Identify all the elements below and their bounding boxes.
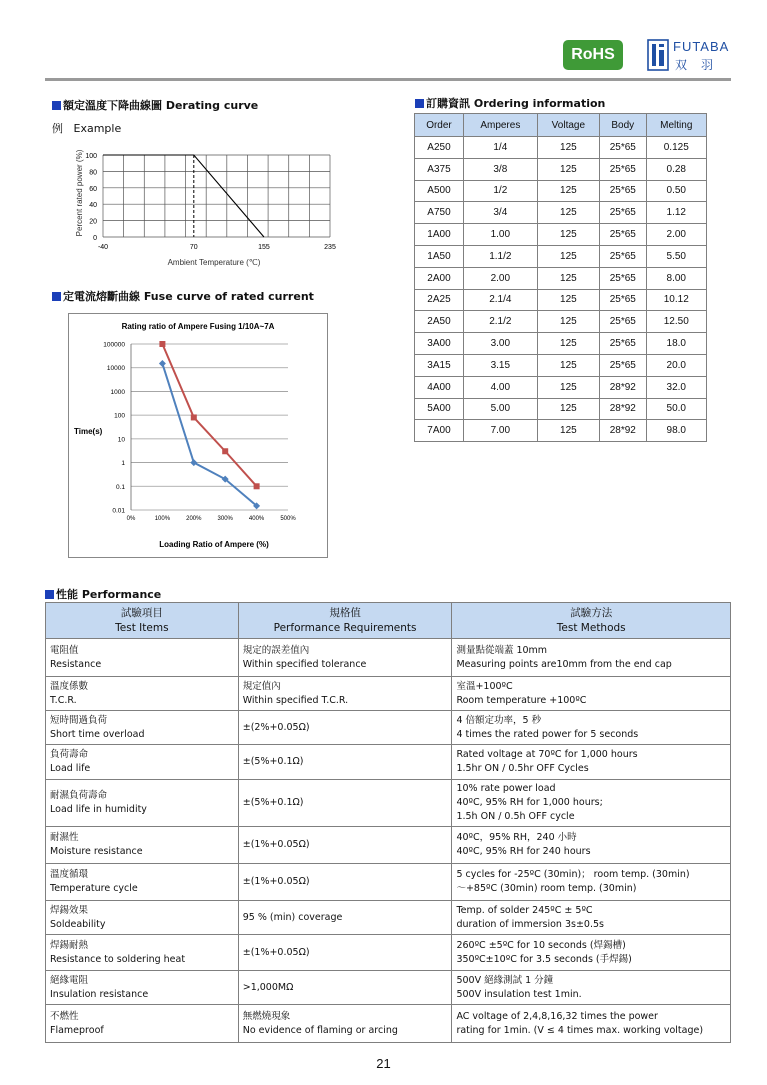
- table-cell: 5A00: [415, 398, 464, 420]
- table-cell: 125: [537, 158, 599, 180]
- cell-line: duration of immersion 3s±0.5s: [456, 918, 604, 930]
- derating-x-tick: 155: [258, 244, 270, 251]
- table-cell: 3.15: [463, 354, 537, 376]
- table-row: [46, 864, 731, 901]
- table-cell: 2A00: [415, 267, 464, 289]
- fuse-series-point: [159, 341, 165, 347]
- derating-chart: [70, 145, 370, 270]
- cell-line: Resistance: [50, 658, 102, 670]
- table-cell: 3A00: [415, 333, 464, 355]
- performance-col-header: [452, 603, 731, 639]
- table-cell: 28*92: [600, 420, 647, 442]
- header-cn: 試驗方法: [570, 606, 613, 619]
- table-row: [46, 639, 731, 677]
- table-row: [415, 202, 707, 224]
- derating-example: [52, 120, 121, 136]
- derating-title-en: Derating curve: [165, 99, 259, 112]
- perf-cell-req: [238, 745, 452, 780]
- performance-col-header: [46, 603, 239, 639]
- cell-line: Resistance to soldering heat: [50, 953, 186, 965]
- cell-line: Temp. of solder 245ºC ± 5ºC: [456, 904, 593, 916]
- cell-line: 95 % (min) coverage: [242, 911, 343, 923]
- perf-cell-method: [452, 711, 731, 745]
- table-row: [415, 354, 707, 376]
- perf-cell-req: [238, 935, 452, 971]
- cell-line: 絕緣電阻: [50, 974, 89, 986]
- performance-title: [45, 586, 161, 602]
- table-row: [46, 1005, 731, 1043]
- cell-line: 1.5hr ON / 0.5hr OFF Cycles: [456, 763, 589, 774]
- table-cell: 25*65: [600, 267, 647, 289]
- fuse-title-cn: 定電流熔斷曲線: [63, 290, 140, 303]
- table-row: [46, 901, 731, 935]
- fuse-y-tick: 0.01: [112, 507, 125, 515]
- cell-line: 焊錫效果: [50, 904, 89, 916]
- cell-line: 焊錫耐熱: [50, 939, 89, 951]
- table-cell: 4A00: [415, 376, 464, 398]
- cell-line: Load life: [50, 763, 91, 774]
- fuse-y-tick: 10: [117, 436, 125, 444]
- header-en: Test Items: [115, 621, 169, 634]
- table-cell: 25*65: [600, 289, 647, 311]
- table-row: [415, 158, 707, 180]
- cell-line: 1.5h ON / 0.5h OFF cycle: [456, 811, 575, 822]
- table-row: [415, 376, 707, 398]
- ordering-col-header: Body: [600, 114, 647, 137]
- perf-cell-method: [452, 971, 731, 1005]
- cell-line: 40ºC，95% RH，240 小時: [456, 832, 577, 843]
- cell-line: 4 倍額定功率，5 秒: [456, 714, 542, 726]
- performance-table: [45, 602, 731, 1043]
- futaba-logo-icon: [647, 39, 669, 71]
- cell-line: 40ºC, 95% RH for 240 hours: [456, 846, 591, 857]
- perf-cell-req: [238, 711, 452, 745]
- derating-y-tick: 60: [89, 185, 97, 193]
- table-cell: A500: [415, 180, 464, 202]
- table-cell: 1/2: [463, 180, 537, 202]
- table-cell: 7A00: [415, 420, 464, 442]
- cell-line: rating for 1min. (V ≤ 4 times max. working voltage): [456, 1024, 704, 1036]
- table-cell: 125: [537, 202, 599, 224]
- ordering-col-header: Amperes: [463, 114, 537, 137]
- fuse-x-tick: 500%: [280, 516, 296, 522]
- bullet-square-icon: [52, 292, 61, 301]
- table-row: [415, 245, 707, 267]
- ordering-table: [414, 113, 707, 442]
- header-rule: [45, 78, 731, 81]
- cell-line: 耐濕性: [50, 832, 79, 843]
- table-cell: A750: [415, 202, 464, 224]
- table-row: [46, 711, 731, 745]
- derating-y-axis-label: Percent rated power (%): [75, 149, 84, 237]
- performance-title-en: Performance: [81, 588, 162, 601]
- perf-cell-item: [46, 745, 239, 780]
- table-cell: 25*65: [600, 137, 647, 159]
- cell-line: 500V 絕緣測試 1 分鐘: [456, 974, 554, 986]
- perf-cell-item: [46, 639, 239, 677]
- perf-cell-method: [452, 901, 731, 935]
- cell-line: 不燃性: [50, 1010, 79, 1022]
- perf-cell-item: [46, 901, 239, 935]
- example-en: Example: [73, 122, 122, 135]
- performance-title-cn: 性能: [56, 588, 78, 601]
- cell-line: 負荷壽命: [50, 749, 89, 760]
- table-cell: 25*65: [600, 333, 647, 355]
- table-cell: 18.0: [646, 333, 706, 355]
- table-row: [46, 677, 731, 711]
- fuse-chart-title: Rating ratio of Ampere Fusing 1/10A~7A: [121, 322, 275, 331]
- derating-title-cn: 額定溫度下降曲線圖: [63, 99, 162, 112]
- cell-line: ±(5%+0.1Ω): [242, 756, 304, 767]
- table-cell: 3A15: [415, 354, 464, 376]
- fuse-series-point: [222, 448, 228, 454]
- fuse-x-tick: 0%: [126, 516, 136, 522]
- cell-line: 溫度係數: [50, 680, 89, 692]
- cell-line: 10% rate power load: [456, 783, 556, 794]
- cell-line: 規定的誤差值內: [242, 644, 310, 656]
- table-cell: 28*92: [600, 398, 647, 420]
- table-cell: 1A50: [415, 245, 464, 267]
- perf-cell-method: [452, 780, 731, 827]
- derating-y-tick: 40: [89, 202, 97, 210]
- fuse-y-tick: 1: [121, 460, 125, 468]
- cell-line: ～+85ºC (30min) room temp. (30min): [456, 883, 637, 894]
- perf-cell-method: [452, 864, 731, 901]
- fuse-y-axis-label: Time(s): [74, 427, 103, 436]
- perf-cell-req: [238, 677, 452, 711]
- table-cell: 1.1/2: [463, 245, 537, 267]
- fuse-x-tick: 400%: [248, 516, 265, 522]
- cell-line: Measuring points are10mm from the end cap: [456, 658, 672, 670]
- cell-line: AC voltage of 2,4,8,16,32 times the power: [456, 1010, 658, 1022]
- table-cell: 125: [537, 137, 599, 159]
- cell-line: ±(2%+0.05Ω): [242, 721, 310, 733]
- table-cell: 25*65: [600, 311, 647, 333]
- cell-line: Soldeability: [50, 918, 106, 930]
- fuse-y-tick: 100: [114, 412, 125, 420]
- table-row: [415, 224, 707, 246]
- cell-line: 耐濕負荷壽命: [50, 790, 108, 801]
- table-cell: 1.12: [646, 202, 706, 224]
- perf-cell-item: [46, 677, 239, 711]
- table-cell: 3.00: [463, 333, 537, 355]
- table-row: [415, 333, 707, 355]
- cell-line: ±(5%+0.1Ω): [242, 797, 304, 808]
- perf-cell-req: [238, 864, 452, 901]
- table-cell: 32.0: [646, 376, 706, 398]
- table-row: [46, 780, 731, 827]
- cell-line: T.C.R.: [50, 694, 77, 706]
- table-cell: 8.00: [646, 267, 706, 289]
- ordering-title: [415, 95, 605, 111]
- ordering-col-header: Melting: [646, 114, 706, 137]
- derating-x-axis-label: Ambient Temperature (℃): [167, 258, 261, 267]
- perf-cell-req: [238, 639, 452, 677]
- cell-line: 40ºC, 95% RH for 1,000 hours;: [456, 797, 603, 808]
- ordering-title-cn: 訂購資訊: [426, 97, 470, 110]
- cell-line: 測量點從端蓋 10mm: [456, 644, 548, 656]
- table-row: [46, 971, 731, 1005]
- fuse-title-en: Fuse curve of rated current: [143, 290, 314, 303]
- perf-cell-method: [452, 827, 731, 864]
- perf-cell-method: [452, 1005, 731, 1043]
- table-cell: 7.00: [463, 420, 537, 442]
- table-cell: 125: [537, 224, 599, 246]
- fuse-x-tick: 300%: [217, 516, 233, 522]
- cell-line: ±(1%+0.05Ω): [242, 839, 310, 850]
- fuse-x-axis-label: Loading Ratio of Ampere (%): [159, 540, 269, 549]
- table-cell: 1/4: [463, 137, 537, 159]
- brand-name-cn: 双羽: [675, 58, 728, 72]
- table-cell: 2A25: [415, 289, 464, 311]
- table-cell: 2.1/4: [463, 289, 537, 311]
- table-cell: 4.00: [463, 376, 537, 398]
- table-cell: 2.00: [646, 224, 706, 246]
- table-row: [46, 935, 731, 971]
- table-cell: 25*65: [600, 245, 647, 267]
- perf-cell-req: [238, 971, 452, 1005]
- ordering-col-header: Order: [415, 114, 464, 137]
- derating-series-line: [103, 155, 264, 237]
- table-cell: 12.50: [646, 311, 706, 333]
- table-cell: 98.0: [646, 420, 706, 442]
- cell-line: 短時間過負荷: [50, 714, 108, 726]
- table-cell: 10.12: [646, 289, 706, 311]
- cell-line: 電阻值: [50, 644, 79, 656]
- table-cell: 28*92: [600, 376, 647, 398]
- cell-line: Within specified T.C.R.: [242, 694, 349, 706]
- cell-line: Within specified tolerance: [242, 658, 367, 670]
- table-row: [415, 420, 707, 442]
- table-cell: 50.0: [646, 398, 706, 420]
- perf-cell-item: [46, 1005, 239, 1043]
- performance-col-header: [238, 603, 452, 639]
- cell-line: Room temperature +100ºC: [456, 694, 587, 706]
- perf-cell-method: [452, 935, 731, 971]
- rohs-label: RoHS: [571, 46, 615, 63]
- fuse-y-tick: 0.1: [115, 483, 125, 491]
- cell-line: Load life in humidity: [50, 804, 147, 815]
- table-cell: 125: [537, 267, 599, 289]
- table-cell: 125: [537, 354, 599, 376]
- table-row: [46, 745, 731, 780]
- derating-y-tick: 20: [89, 218, 97, 226]
- table-row: [415, 137, 707, 159]
- fuse-y-tick: 1000: [110, 388, 125, 396]
- cell-line: Short time overload: [50, 728, 145, 740]
- derating-x-tick: 70: [189, 244, 198, 251]
- ordering-col-header: Voltage: [537, 114, 599, 137]
- bullet-square-icon: [52, 101, 61, 110]
- header-cn: 規格值: [329, 606, 361, 619]
- perf-cell-item: [46, 827, 239, 864]
- fuse-y-tick: 10000: [106, 365, 125, 373]
- perf-cell-req: [238, 1005, 452, 1043]
- header-en: Test Methods: [556, 621, 626, 634]
- derating-x-tick: -40: [97, 244, 109, 251]
- cell-line: 500V insulation test 1min.: [456, 988, 582, 1000]
- table-cell: 0.50: [646, 180, 706, 202]
- cell-line: Rated voltage at 70ºC for 1,000 hours: [456, 749, 638, 760]
- derating-y-tick: 80: [89, 169, 97, 177]
- table-cell: A250: [415, 137, 464, 159]
- table-cell: 125: [537, 180, 599, 202]
- cell-line: Temperature cycle: [50, 883, 138, 894]
- ordering-title-en: Ordering information: [473, 97, 606, 110]
- cell-line: Flameproof: [50, 1024, 104, 1036]
- table-cell: 0.28: [646, 158, 706, 180]
- fuse-series-point: [254, 483, 260, 489]
- table-cell: 25*65: [600, 224, 647, 246]
- table-cell: 125: [537, 245, 599, 267]
- table-cell: 125: [537, 289, 599, 311]
- cell-line: 無燃燒現象: [242, 1010, 291, 1022]
- table-cell: 2A50: [415, 311, 464, 333]
- table-cell: 125: [537, 311, 599, 333]
- cell-line: ±(1%+0.05Ω): [242, 876, 310, 887]
- perf-cell-item: [46, 711, 239, 745]
- derating-title: [52, 97, 258, 113]
- table-cell: 25*65: [600, 180, 647, 202]
- example-cn: 例: [52, 122, 63, 135]
- fuse-x-tick: 200%: [186, 516, 202, 522]
- table-cell: 5.50: [646, 245, 706, 267]
- table-cell: 125: [537, 420, 599, 442]
- perf-cell-method: [452, 639, 731, 677]
- cell-line: ±(1%+0.05Ω): [242, 946, 310, 958]
- table-cell: 125: [537, 333, 599, 355]
- table-cell: 25*65: [600, 202, 647, 224]
- bullet-square-icon: [45, 590, 54, 599]
- table-cell: A375: [415, 158, 464, 180]
- header-en: Performance Requirements: [273, 621, 417, 634]
- performance-header-row: [46, 603, 731, 639]
- cell-line: >1,000MΩ: [242, 981, 294, 993]
- cell-line: Insulation resistance: [50, 988, 149, 1000]
- perf-cell-req: [238, 780, 452, 827]
- perf-cell-method: [452, 677, 731, 711]
- table-row: [46, 827, 731, 864]
- cell-line: 350ºC±10ºC for 3.5 seconds (手焊錫): [456, 953, 632, 965]
- perf-cell-req: [238, 827, 452, 864]
- table-row: [415, 398, 707, 420]
- page-number: 21: [376, 1056, 391, 1071]
- cell-line: No evidence of flaming or arcing: [242, 1024, 398, 1036]
- table-cell: 20.0: [646, 354, 706, 376]
- perf-cell-item: [46, 780, 239, 827]
- bullet-square-icon: [415, 99, 424, 108]
- derating-y-tick: 100: [85, 153, 97, 160]
- table-row: [415, 180, 707, 202]
- fuse-series-point: [191, 414, 197, 420]
- fuse-x-tick: 100%: [154, 516, 171, 522]
- table-row: [415, 289, 707, 311]
- table-cell: 125: [537, 398, 599, 420]
- rohs-badge: [563, 40, 623, 70]
- fuse-title: [52, 288, 314, 304]
- cell-line: 室溫+100ºC: [456, 680, 513, 692]
- table-cell: 2.00: [463, 267, 537, 289]
- perf-cell-req: [238, 901, 452, 935]
- table-cell: 25*65: [600, 158, 647, 180]
- derating-y-tick: 0: [93, 235, 97, 242]
- header-cn: 試驗項目: [120, 606, 163, 619]
- brand-name: FUTABA: [673, 39, 730, 54]
- table-cell: 25*65: [600, 354, 647, 376]
- fuse-chart: [68, 313, 328, 558]
- table-row: [415, 311, 707, 333]
- perf-cell-item: [46, 935, 239, 971]
- cell-line: Moisture resistance: [50, 846, 143, 857]
- cell-line: 5 cycles for -25ºC (30min)； room temp. (30min): [456, 869, 690, 880]
- table-cell: 125: [537, 376, 599, 398]
- table-cell: 3/8: [463, 158, 537, 180]
- perf-cell-item: [46, 971, 239, 1005]
- table-row: [415, 267, 707, 289]
- perf-cell-item: [46, 864, 239, 901]
- fuse-y-tick: 100000: [103, 341, 125, 349]
- table-cell: 2.1/2: [463, 311, 537, 333]
- derating-x-tick: 235: [324, 244, 336, 251]
- table-cell: 3/4: [463, 202, 537, 224]
- table-cell: 0.125: [646, 137, 706, 159]
- perf-cell-method: [452, 745, 731, 780]
- cell-line: 規定值內: [242, 680, 281, 692]
- cell-line: 溫度循環: [50, 869, 89, 880]
- cell-line: 4 times the rated power for 5 seconds: [456, 728, 639, 740]
- cell-line: 260ºC ±5ºC for 10 seconds (焊錫槽): [456, 939, 626, 951]
- table-cell: 1.00: [463, 224, 537, 246]
- table-cell: 1A00: [415, 224, 464, 246]
- table-cell: 5.00: [463, 398, 537, 420]
- ordering-header-row: [415, 114, 707, 137]
